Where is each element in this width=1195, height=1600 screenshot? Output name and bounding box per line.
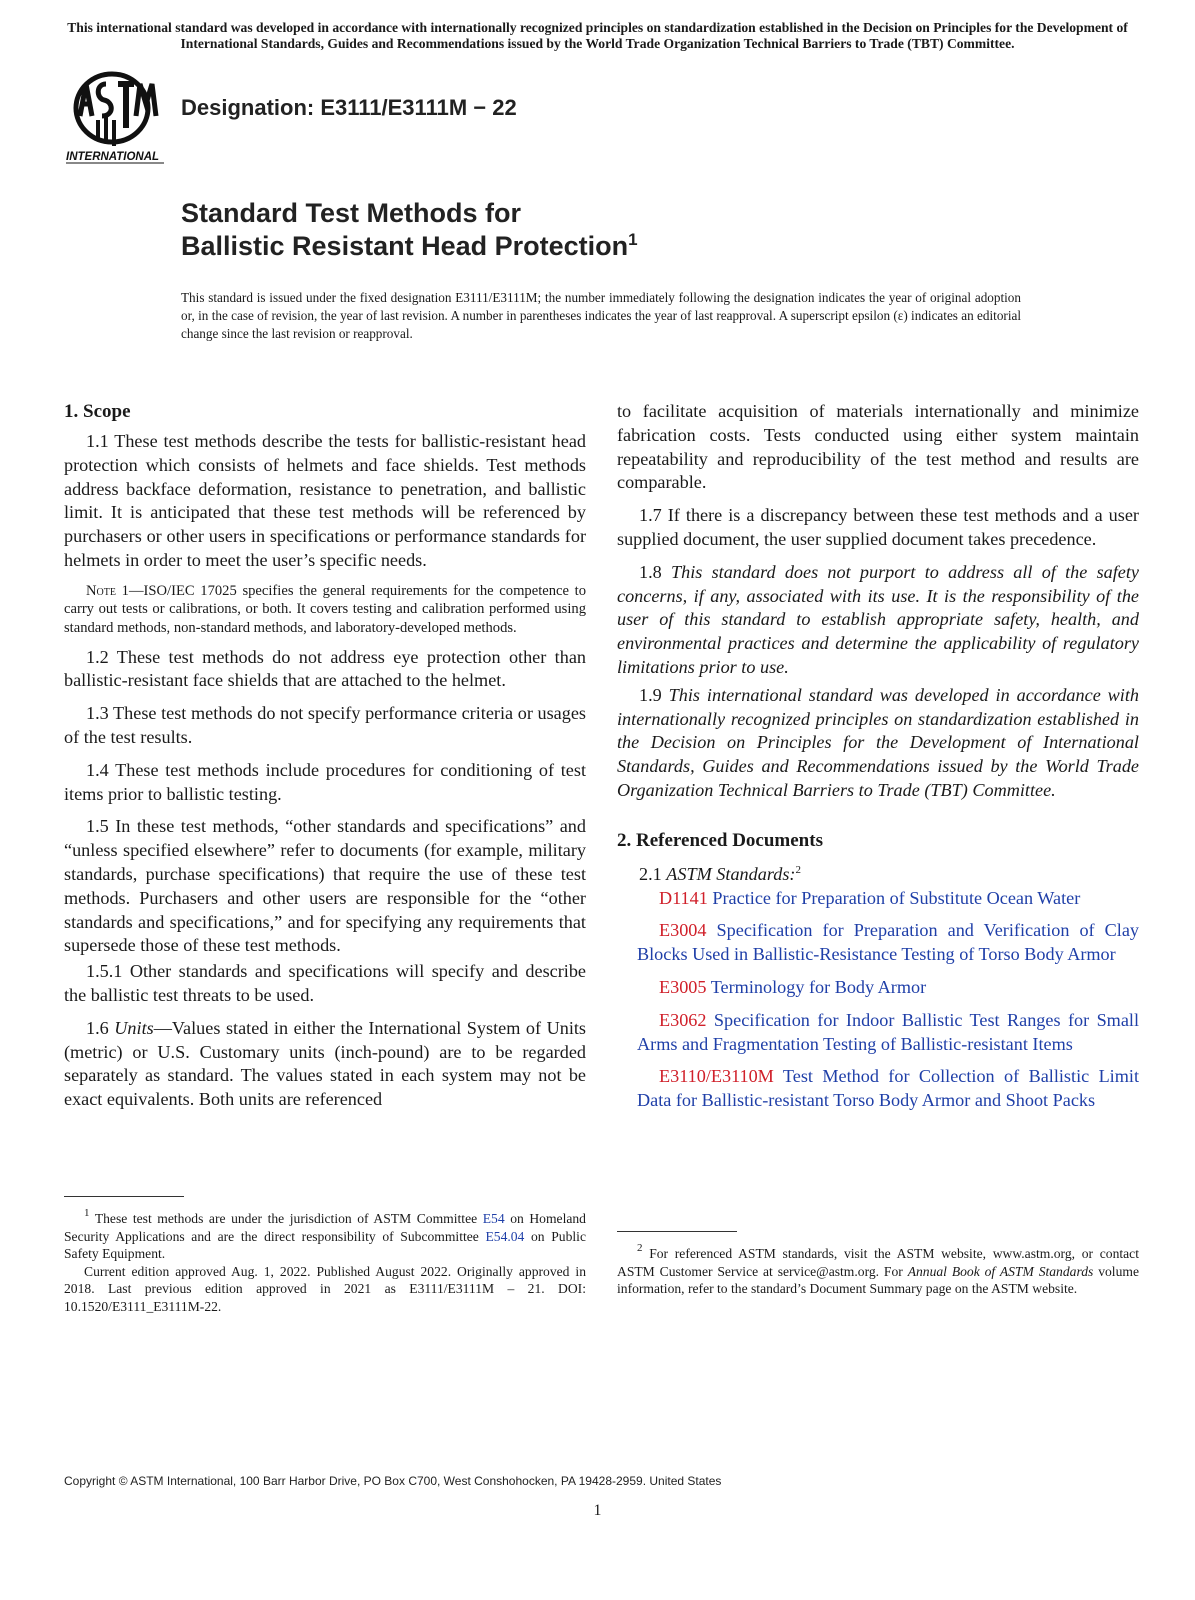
paragraph-1-2: 1.2 These test methods do not address eye protection other than ballistic-resistant face shields that are attached to the helmet. bbox=[64, 646, 586, 691]
footnote-2 bbox=[617, 1242, 1139, 1298]
paragraph-1-5-1: 1.5.1 Other standards and specifications will specify and describe the ballistic test threats to be used. bbox=[64, 961, 586, 1005]
reference-title[interactable]: Test Method for Collection of Ballistic Limit Data for Ballistic-resistant Torso Body Armor and Shoot Packs bbox=[637, 1066, 1139, 1111]
subcommittee-link[interactable]: E54.04 bbox=[485, 1228, 525, 1244]
footnote-divider-left bbox=[64, 1196, 184, 1197]
reference-title[interactable]: Specification for Preparation and Verification of Clay Blocks Used in Ballistic-Resistance Testing of Torso Body Armor bbox=[637, 920, 1139, 965]
reference-item[interactable] bbox=[617, 976, 1139, 1000]
right-column bbox=[617, 400, 1139, 1122]
astm-logo bbox=[62, 70, 170, 166]
paragraph-1-8: 1.8 This standard does not purport to address all of the safety concerns, if any, associated with its use. It is the responsibility of the user of this standard to establish appropriate safety, health, and environmental practices and determine the applicability of regulatory limitations prior to use. bbox=[617, 561, 1139, 677]
reference-code[interactable]: E3062 bbox=[659, 1009, 707, 1030]
paragraph-1-9: 1.9 This international standard was developed in accordance with internationally recognized principles on standardization established in the Decision on Principles for the Development of International Standards, Guides and Recommendations issued by the World Trade Organization Technical Barriers to Trade (TBT) Committee. bbox=[617, 684, 1140, 800]
reference-code[interactable]: E3110/E3110M bbox=[659, 1066, 774, 1087]
reference-code[interactable]: E3005 bbox=[659, 976, 707, 997]
footnote-1 bbox=[64, 1207, 586, 1316]
wto-notice: This international standard was developed in accordance with internationally recognized principles on standardization established in the Decision on Principles for the Development of International Standards, Guides and Recommendations issued by the World Trade Organization Technical Barriers to Trade (TBT) Committee. bbox=[67, 20, 1128, 51]
reference-title[interactable]: Terminology for Body Armor bbox=[710, 976, 927, 997]
reference-code[interactable]: E3004 bbox=[659, 920, 707, 941]
paragraph-1-5: 1.5 In these test methods, “other standards and specifications” and “unless specified elsewhere” refer to documents (for example, military standards, purchase specifications) that require the use of these test methods. Purchasers and other users are responsible for the “other standards and specifications,” and for specifying any requirements that supersede those of these test methods. bbox=[64, 816, 586, 956]
reference-item[interactable] bbox=[617, 1065, 1139, 1113]
astm-logo-icon bbox=[62, 70, 170, 166]
footnote-1-edition: Current edition approved Aug. 1, 2022. Published August 2022. Originally approved in 2018. Last previous edition approved in 2021 as E3111/E3111M – 21. DOI: 10.1520/E3111_E3111M-22. bbox=[64, 1263, 586, 1314]
reference-item[interactable] bbox=[617, 887, 1139, 911]
page-number: 1 bbox=[593, 1502, 602, 1519]
reference-list bbox=[617, 887, 1139, 1113]
reference-code[interactable]: D1141 bbox=[659, 887, 708, 908]
footnote-1-text: $^1$ These test methods are under the jurisdiction of ASTM Committee E54 on Homeland Security Applications and are the direct responsibility of Subcommittee E54.04 on Public Safety Equipment. bbox=[64, 1207, 586, 1262]
paragraph-1-4: 1.4 These test methods include procedures for conditioning of test items prior to ballistic testing. bbox=[64, 759, 586, 804]
reference-title[interactable]: Specification for Indoor Ballistic Test Ranges for Small Arms and Fragmentation Testing of Ballistic-resistant Items bbox=[637, 1009, 1140, 1054]
paragraph-1-6: 1.6 Units—Values stated in either the International System of Units (metric) or U.S. Customary units (inch-pound) are to be regarded separately as standard. The values stated in each system may not be exact equivalents. Both units are referenced bbox=[64, 1017, 587, 1110]
committee-link[interactable]: E54 bbox=[482, 1211, 505, 1226]
left-column bbox=[64, 400, 586, 1121]
paragraph-1-1: 1.1 These test methods describe the tests for ballistic-resistant head protection which consists of helmets and face shields. Test methods address backface deformation, resistance to penetration, and ballistic limit. It is anticipated that these test methods will be referenced by purchasers or other users in specifications or performance standards for helmets in order to meet the user’s specific needs. bbox=[64, 431, 586, 570]
svg-text:INTERNATIONAL: INTERNATIONAL bbox=[66, 151, 160, 163]
paragraph-1-3: 1.3 These test methods do not specify performance criteria or usages of the test results. bbox=[64, 703, 586, 747]
title-line-1: Standard Test Methods for bbox=[181, 198, 522, 228]
reference-item[interactable] bbox=[617, 1009, 1139, 1057]
reference-item[interactable] bbox=[617, 919, 1139, 967]
note-1: Note 1—ISO/IEC 17025 specifies the general requirements for the competence to carry out tests or calibrations, or both. It covers testing and calibration performed using standard methods, non-standard methods, and laboratory-developed methods. bbox=[64, 582, 586, 636]
section-2-heading: 2. Referenced Documents bbox=[617, 829, 823, 851]
note-1-label: Note 1 bbox=[86, 582, 129, 599]
footnote-divider-right bbox=[617, 1231, 737, 1232]
copyright: Copyright © ASTM International, 100 Barr Harbor Drive, PO Box C700, West Conshohocken, PA 19428-2959. United States bbox=[64, 1474, 722, 1488]
issue-note: This standard is issued under the fixed designation E3111/E3111M; the number immediately following the designation indicates the year of original adoption or, in the case of revision, the year of last revision. A number in parentheses indicates the year of last reapproval. A superscript epsilon (ε) indicates an editorial change since the last revision or reapproval. bbox=[181, 290, 1021, 341]
paragraph-1-7: 1.7 If there is a discrepancy between these test methods and a user supplied document, the user supplied document takes precedence. bbox=[617, 505, 1139, 549]
page-title bbox=[181, 197, 638, 263]
reference-title[interactable]: Practice for Preparation of Substitute Ocean Water bbox=[712, 887, 1081, 908]
paragraph-2-1: 2.1 ASTM Standards:$^2$ bbox=[639, 863, 801, 884]
designation: Designation: E3111/E3111M − 22 bbox=[181, 95, 517, 120]
title-footnote-mark: 1 bbox=[628, 230, 638, 249]
section-1-heading: 1. Scope bbox=[64, 401, 131, 422]
paragraph-1-6-continued: to facilitate acquisition of materials internationally and minimize fabrication costs. Tests conducted using either system maintain repeatability and reproducibility of the test method and results are comparable. bbox=[617, 401, 1139, 493]
footnote-2-text: $^2$ For referenced ASTM standards, visit the ASTM website, www.astm.org, or contact ASTM Customer Service at service@astm.org. For Annual Book of ASTM Standards volume information, refer to the standard’s Document Summary page on the ASTM website. bbox=[617, 1242, 1139, 1297]
title-line-2: Ballistic Resistant Head Protection$^1$ bbox=[181, 230, 638, 261]
